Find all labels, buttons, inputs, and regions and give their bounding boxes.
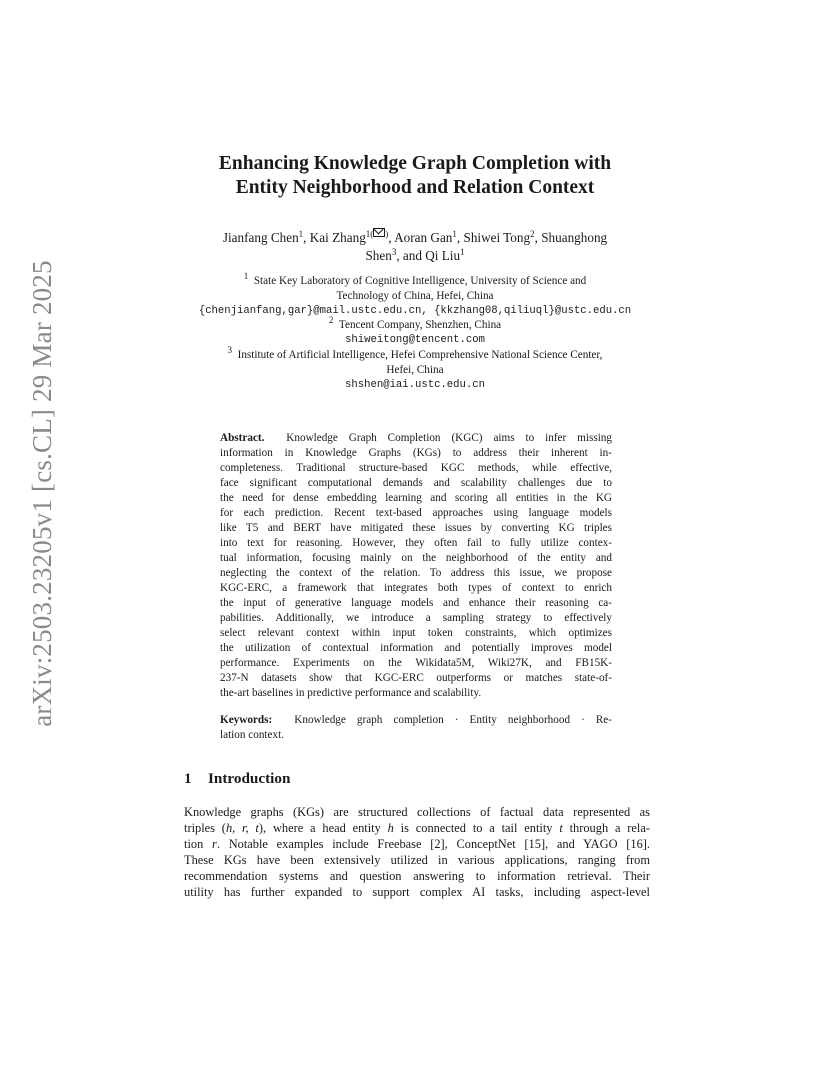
section-heading (184, 770, 290, 788)
affil-line: Hefei, China (386, 363, 444, 376)
author-name: , Aoran Gan (388, 230, 453, 245)
intro-text: triples ( (184, 821, 226, 836)
abstract-line: for each prediction. Recent text-based approaches using language models (220, 507, 612, 519)
affil-text: Tencent Company, Shenzhen, China (338, 319, 502, 332)
intro-text: ), where a head entity (258, 821, 388, 836)
author-name: , and Qi Liu (396, 248, 461, 263)
abstract-line: the utilization of contextual information and potentially improves model (220, 642, 612, 654)
intro-text: tion (184, 837, 213, 852)
author-affil-mark: 3 (391, 247, 397, 257)
author-list (170, 228, 660, 265)
abstract-line: select relevant context within input token constraints, which optimizes (220, 627, 612, 639)
affil-line (170, 271, 660, 289)
arxiv-stamp (22, 258, 62, 728)
paper-title (150, 152, 680, 200)
author-name: , Kai Zhang (303, 230, 366, 245)
intro-text: through a rela- (562, 821, 650, 836)
intro-text: . Notable examples include Freebase [2], ConceptNet [15], and YAGO [16]. (216, 837, 650, 852)
author-name: , Shuanghong (534, 230, 608, 245)
keywords-line: lation context. (220, 729, 285, 741)
affil-number: 2 (328, 315, 334, 326)
section-number: 1 (184, 770, 192, 787)
arxiv-id-text: arXiv:2503.23205v1 [cs.CL] 29 Mar 2025 (26, 259, 57, 727)
affil-line: Technology of China, Hefei, China (336, 289, 494, 302)
intro-line: These KGs have been extensively utilized in various applications, ranging from (184, 853, 650, 868)
intro-math: h, r, t (225, 821, 259, 836)
abstract-line: the need for dense embedding learning and scoring all entities in the KG (220, 492, 612, 504)
abstract-line: completeness. Traditional structure-based KGC methods, while effective, (220, 462, 612, 474)
abstract-line: neglecting the context of the relation. To address this issue, we propose (220, 567, 612, 579)
abstract-line: 237-N datasets show that KGC-ERC outperforms or matches state-of- (220, 672, 612, 684)
affil-number: 3 (227, 344, 232, 355)
author-name: , Shiwei Tong (456, 230, 531, 245)
abstract-line: pabilities. Additionally, we introduce a sampling strategy to effectively (220, 612, 612, 624)
abstract (220, 431, 612, 743)
intro-line: utility has further expanded to support complex AI tasks, including aspect-level (184, 885, 650, 900)
author-name: Shen (365, 248, 392, 263)
keywords-line (220, 713, 612, 728)
envelope-icon (373, 228, 385, 237)
keywords-label: Keywords: (220, 714, 273, 726)
affil-text: State Key Laboratory of Cognitive Intelligence, University of Science and (253, 275, 587, 287)
affil-email: shiweitong@tencent.com (345, 334, 485, 347)
intro-text: is connected to a tail entity (393, 821, 560, 836)
author-affil-mark: 1 (452, 229, 457, 239)
title-line-1: Enhancing Knowledge Graph Completion with (218, 153, 612, 174)
affil-mark-text: 1( (365, 229, 374, 239)
abstract-line: into text for reasoning. However, they often fail to fully utilize contex- (220, 537, 612, 549)
intro-paragraph (184, 804, 650, 901)
intro-math: r (212, 837, 217, 852)
abstract-line: face significant computational demands and scalability challenges due to (220, 477, 612, 489)
intro-math: h (387, 821, 394, 836)
intro-line (184, 836, 650, 852)
abstract-line: like T5 and BERT have mitigated these issues by converting KG triples (220, 522, 612, 534)
affil-line (170, 315, 660, 333)
intro-line: Knowledge graphs (KGs) are structured collections of factual data represented as (184, 805, 650, 819)
abstract-line: performance. Experiments on the Wikidata5M, Wiki27K, and FB15K- (220, 657, 612, 669)
title-line-2: Entity Neighborhood and Relation Context (235, 177, 595, 198)
author-affil-mark (366, 229, 389, 239)
abstract-text: Knowledge Graph Completion (KGC) aims to infer missing (286, 432, 612, 444)
abstract-label: Abstract. (220, 432, 265, 444)
abstract-line: the-art baselines in predictive performance and scalability. (220, 687, 482, 699)
abstract-line: KGC-ERC, a framework that integrates both types of context to enrich (220, 582, 612, 594)
intro-line (184, 820, 650, 836)
intro-line: recommendation systems and question answering to information retrieval. Their (184, 869, 650, 884)
affil-line (170, 344, 660, 363)
author-line-2 (170, 247, 660, 265)
abstract-line (220, 431, 612, 446)
author-name: Jianfang Chen (222, 230, 299, 245)
affil-email: {chenjianfang,gar}@mail.ustc.edu.cn, {kkzhang08,qiliuql}@ustc.edu.cn (198, 304, 632, 317)
affiliations (170, 271, 660, 392)
intro-math: t (559, 821, 563, 836)
section-title: Introduction (208, 770, 291, 787)
author-affil-mark: 2 (530, 229, 535, 239)
author-affil-mark: 1 (298, 229, 304, 239)
affil-text: Institute of Artificial Intelligence, Hefei Comprehensive National Science Center, (237, 348, 603, 361)
abstract-line: information in Knowledge Graphs (KGs) to address their inherent in- (220, 447, 612, 459)
affil-number: 1 (243, 271, 249, 281)
author-line-1 (170, 228, 660, 247)
affil-mark-close: ) (385, 229, 389, 239)
keywords-text: Knowledge graph completion · Entity neighborhood · Re- (294, 714, 612, 726)
author-affil-mark: 1 (460, 247, 465, 257)
abstract-line: the input of generative language models and enhance their reasoning ca- (220, 597, 612, 609)
abstract-line: tual information, focusing mainly on the neighborhood of the entity and (220, 552, 612, 564)
affil-email: shshen@iai.ustc.edu.cn (345, 378, 485, 391)
